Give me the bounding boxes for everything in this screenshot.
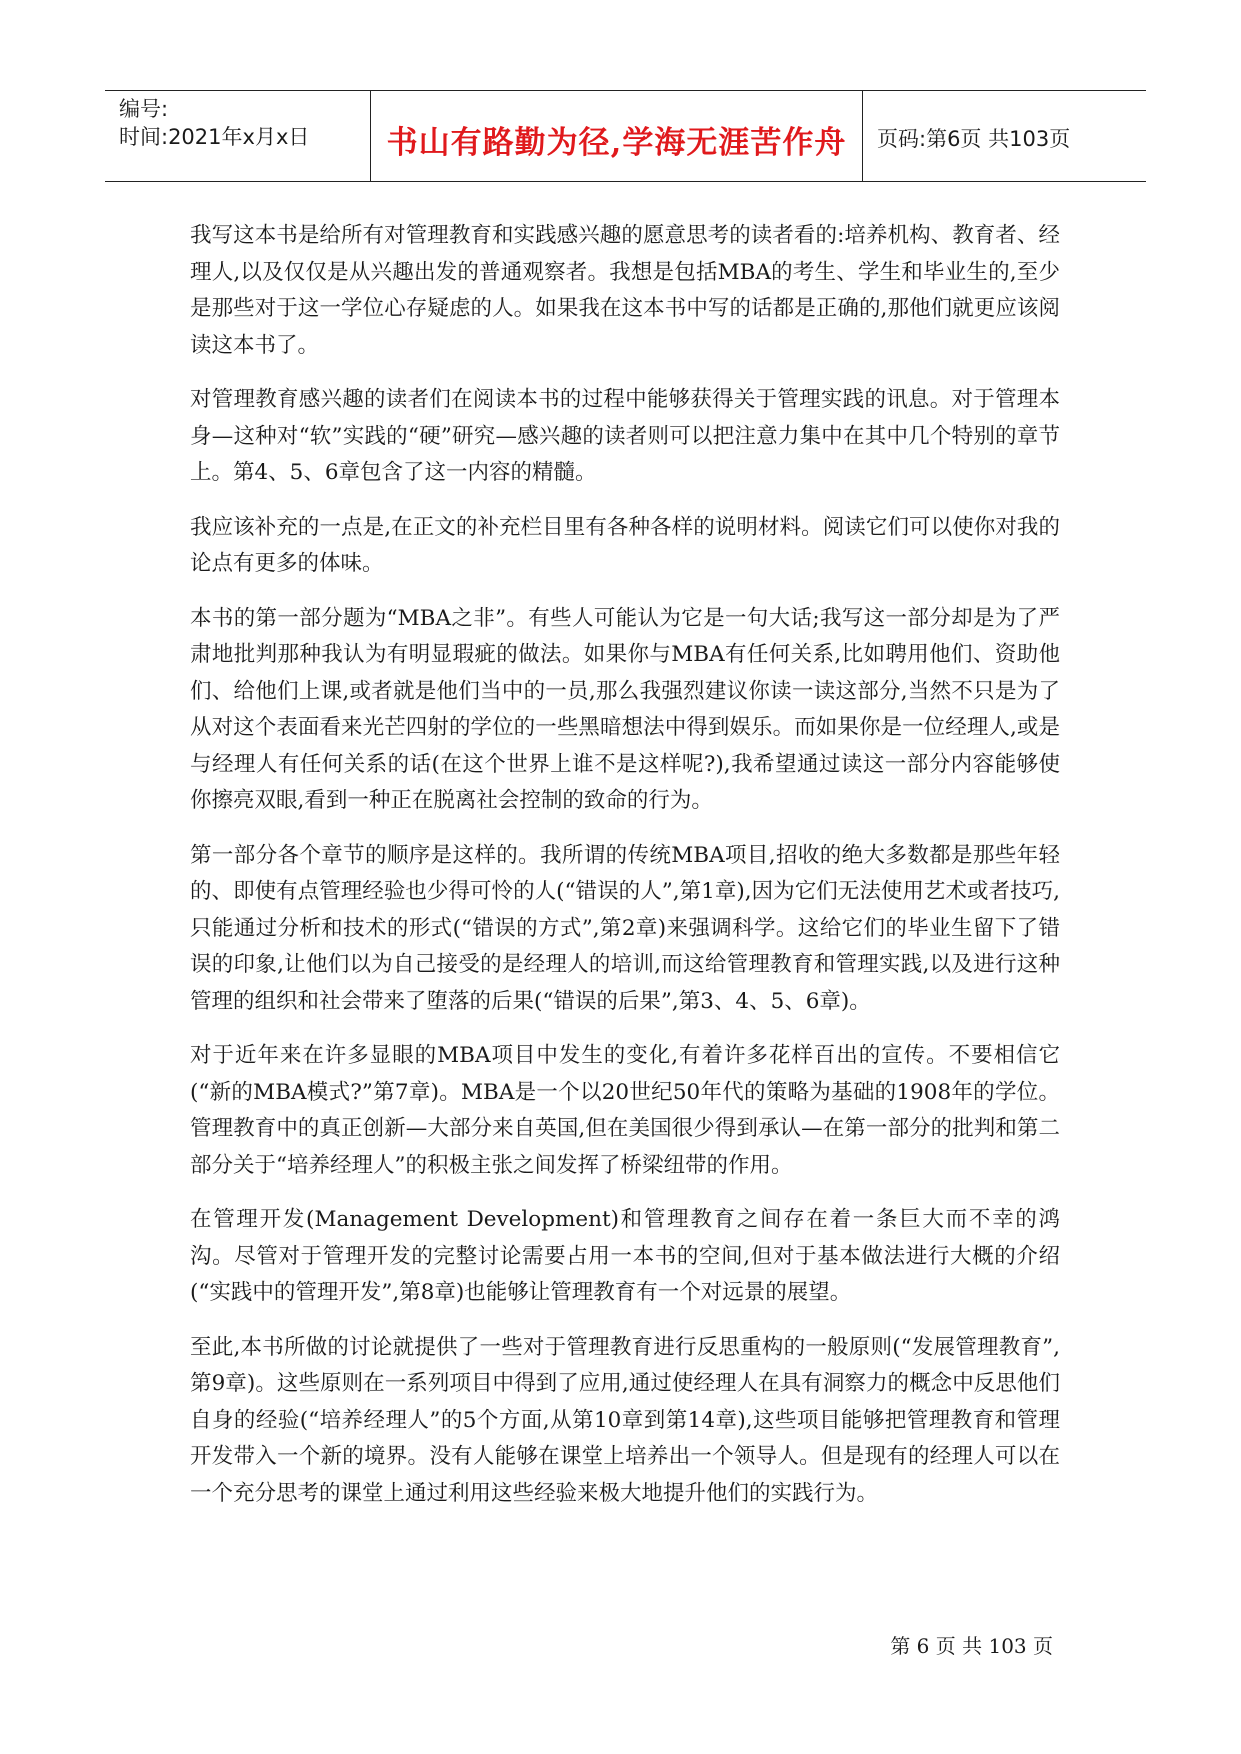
paragraph: 对于近年来在许多显眼的MBA项目中发生的变化,有着许多花样百出的宣传。不要相信它(“新的MBA模式?”第7章)。MBA是一个以20世纪50年代的策略为基础的1908年的学位。管理教育中的真正创新—大部分来自英国,但在美国很少得到承认—在第一部分的批判和第二部分关于“培养经理人”的积极主张之间发挥了桥梁纽带的作用。: [190, 1043, 1060, 1178]
paragraph: 我应该补充的一点是,在正文的补充栏目里有各种各样的说明材料。阅读它们可以使你对我的论点有更多的体味。: [190, 514, 1060, 576]
paragraph: 在管理开发(Management Development)和管理教育之间存在着一条巨大而不幸的鸿沟。尽管对于管理开发的完整讨论需要占用一本书的空间,但对于基本做法进行大概的介绍(“实践中的管理开发”,第8章)也能够让管理教育有一个对远景的展望。: [190, 1207, 1060, 1305]
document-number-label: 编号:: [119, 97, 169, 121]
paragraph: 第一部分各个章节的顺序是这样的。我所谓的传统MBA项目,招收的绝大多数都是那些年轻的、即使有点管理经验也少得可怜的人(“错误的人”,第1章),因为它们无法使用艺术或者技巧,只能通过分析和技术的形式(“错误的方式”,第2章)来强调科学。这给它们的毕业生留下了错误的印象,让他们以为自己接受的是经理人的培训,而这给管理教育和管理实践,以及进行这种管理的组织和社会带来了堕落的后果(“错误的后果”,第3、4、5、6章)。: [190, 842, 1060, 1014]
header-page-info: 页码:第6页 共103页: [877, 127, 1071, 151]
document-time-label: 时间:2021年x月x日: [119, 125, 310, 149]
document-body: [190, 218, 1060, 1530]
paragraph: 本书的第一部分题为“MBA之非”。有些人可能认为它是一句大话;我写这一部分却是为了严肃地批判那种我认为有明显瑕疵的做法。如果你与MBA有任何关系,比如聘用他们、资助他们、给他们上课,或者就是他们当中的一员,那么我强烈建议你读一读这部分,当然不只是为了从对这个表面看来光芒四射的学位的一些黑暗想法中得到娱乐。而如果你是一位经理人,或是与经理人有任何关系的话(在这个世界上谁不是这样呢?),我希望通过读这一部分内容能够使你擦亮双眼,看到一种正在脱离社会控制的致命的行为。: [190, 605, 1060, 813]
paragraph: 我写这本书是给所有对管理教育和实践感兴趣的愿意思考的读者看的:培养机构、教育者、经理人,以及仅仅是从兴趣出发的普通观察者。我想是包括MBA的考生、学生和毕业生的,至少是那些对于这一学位心存疑虑的人。如果我在这本书中写的话都是正确的,那他们就更应该阅读这本书了。: [190, 223, 1060, 358]
page-footer: 第 6 页 共 103 页: [890, 1634, 1053, 1658]
header-page-cell: [863, 91, 1146, 181]
header-motto-cell: [371, 91, 863, 181]
page-header: [105, 90, 1146, 182]
header-motto: 书山有路勤为径,学海无涯苦作舟: [386, 125, 847, 161]
paragraph: 对管理教育感兴趣的读者们在阅读本书的过程中能够获得关于管理实践的讯息。对于管理本身—这种对“软”实践的“硬”研究—感兴趣的读者则可以把注意力集中在其中几个特别的章节上。第4、5、6章包含了这一内容的精髓。: [190, 387, 1060, 485]
header-info-cell: [105, 91, 371, 181]
paragraph: 至此,本书所做的讨论就提供了一些对于管理教育进行反思重构的一般原则(“发展管理教育”,第9章)。这些原则在一系列项目中得到了应用,通过使经理人在具有洞察力的概念中反思他们自身的经验(“培养经理人”的5个方面,从第10章到第14章),这些项目能够把管理教育和管理开发带入一个新的境界。没有人能够在课堂上培养出一个领导人。但是现有的经理人可以在一个充分思考的课堂上通过利用这些经验来极大地提升他们的实践行为。: [190, 1334, 1060, 1506]
